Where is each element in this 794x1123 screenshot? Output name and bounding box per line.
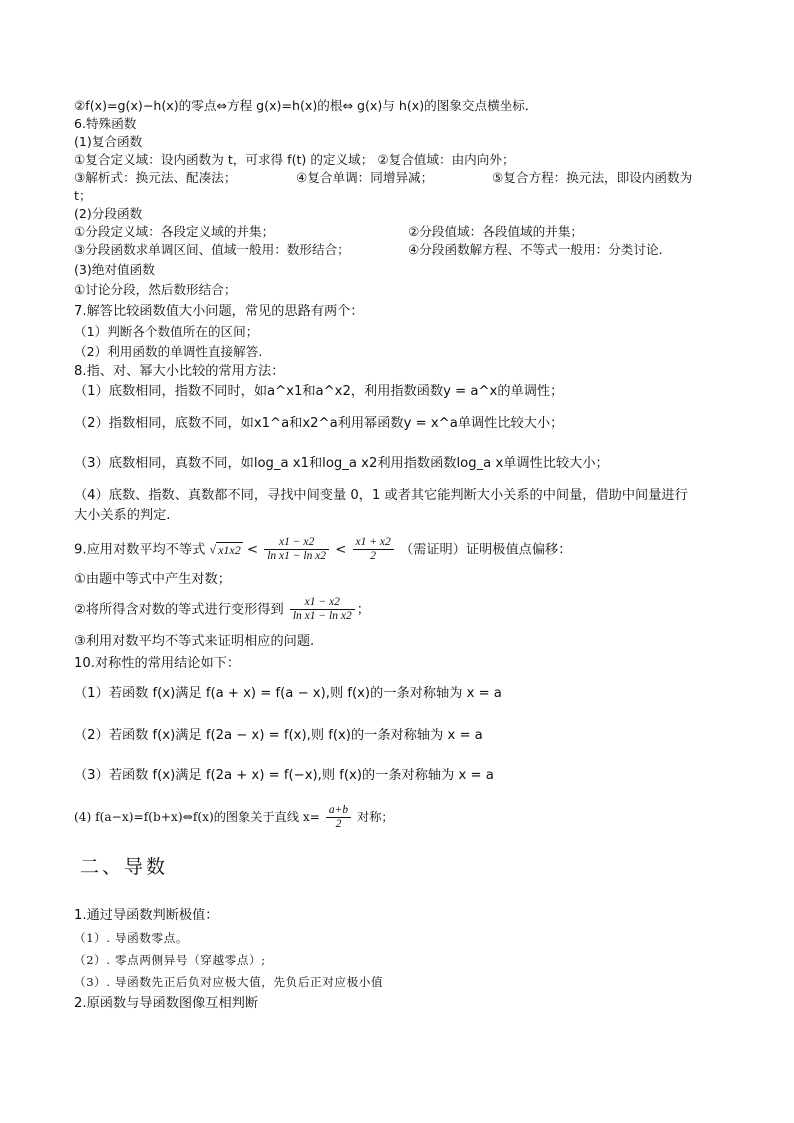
log-mean-inequality-line	[74, 536, 571, 563]
method-intermediate-tail: 大小关系的判定.	[74, 508, 171, 523]
extremum-step-3: （3）. 导函数先正后负对应极大值，先负后正对应极小值	[74, 975, 384, 989]
log-mean-step-1: ①由题中等式中产生对数；	[74, 572, 231, 587]
method-intermediate: （4）底数、指数、真数都不同，寻找中间变量 0，1 或者其它能判断大小关系的中间量，借助中间量进行	[74, 488, 688, 503]
extremum-step-2: （2）. 零点两侧异号（穿越零点）;	[74, 953, 266, 967]
log-mean-step-2-fraction	[290, 596, 355, 623]
piecewise-range: ②分段值域：各段值域的并集；	[408, 224, 584, 239]
lt-sign-1: <	[246, 542, 258, 558]
step2-denominator: ln x1 − ln x2	[292, 610, 352, 622]
composite-equation-tail: t；	[74, 188, 92, 203]
symmetry-case-4-tail: 对称；	[357, 810, 394, 824]
section-compare-values: 7.解答比较函数值大小问题，常见的思路有两个：	[74, 304, 364, 319]
symmetry-case-3: （3）若函数 f(x)满足 f(2a + x) = f(−x),则 f(x)的一条对称轴为 x = a	[74, 768, 494, 783]
symmetry-case-4-text: (4) f(a−x)=f(b+x)⇔f(x)的图象关于直线 x=	[74, 810, 321, 824]
extremum-step-1: （1）. 导函数零点。	[74, 931, 189, 945]
section-symmetry: 10.对称性的常用结论如下：	[74, 656, 241, 671]
symmetry-case-2: （2）若函数 f(x)满足 f(2a − x) = f(x),则 f(x)的一条对称轴为 x = a	[74, 728, 483, 743]
sym-denominator: 2	[335, 818, 342, 830]
composite-domain-range: ①复合定义域：设内函数为 t，可求得 f(t) 的定义域； ②复合值域：由内向外；	[74, 152, 515, 167]
compare-interval: （1）判断各个数值所在的区间；	[74, 324, 259, 339]
symmetry-case-4	[74, 804, 394, 831]
log-mean-numerator: x1 − x2	[264, 536, 329, 550]
subsection-composite: (1)复合函数	[74, 134, 143, 149]
log-mean-denominator: ln x1 − ln x2	[267, 550, 327, 562]
piecewise-domain: ①分段定义域：各段定义域的并集；	[74, 224, 275, 239]
sym-numerator: a+b	[326, 804, 351, 818]
symmetry-axis-fraction	[326, 804, 351, 831]
arith-mean-denominator: 2	[370, 550, 377, 562]
log-mean-outro: （需证明）证明极值点偏移：	[399, 542, 572, 558]
piecewise-equation: ④分段函数解方程、不等式一般用：分类讨论.	[408, 242, 663, 257]
absolute-method: ①讨论分段，然后数形结合；	[74, 282, 237, 297]
composite-equation: ⑤复合方程：换元法，即设内函数为	[492, 170, 693, 185]
zero-point-equivalence: ②f(x)=g(x)−h(x)的零点⇔方程 g(x)=h(x)的根⇔ g(x)与 h(x)的图象交点横坐标．	[74, 98, 538, 113]
log-mean-step-2-text: ②将所得含对数的等式进行变形得到	[74, 602, 284, 618]
step2-numerator: x1 − x2	[290, 596, 355, 610]
symmetry-case-1: （1）若函数 f(x)满足 f(a + x) = f(a − x),则 f(x)的一条对称轴为 x = a	[74, 686, 502, 701]
subsection-piecewise: (2)分段函数	[74, 206, 143, 221]
lt-sign-2: <	[335, 542, 347, 558]
composite-analytic: ③解析式：换元法、配凑法；	[74, 170, 237, 185]
compare-monotone: （2）利用函数的单调性直接解答.	[74, 344, 263, 359]
subsection-absolute: (3)绝对值函数	[74, 262, 155, 277]
piecewise-monotone: ③分段函数求单调区间、值域一般用：数形结合；	[74, 242, 350, 257]
section-special-functions: 6.特殊函数	[74, 116, 137, 131]
chapter-heading-derivative: 二、导数	[80, 856, 169, 878]
log-mean-step-3: ③利用对数平均不等式来证明相应的问题.	[74, 634, 315, 649]
method-same-base: （1）底数相同，指数不同时，如a^x1和a^x2，利用指数函数y = a^x的单调性；	[74, 384, 564, 399]
sqrt-radicand: x1x2	[218, 542, 241, 557]
method-log-same-base: （3）底数相同，真数不同，如log_a x1和log_a x2利用指数函数log_a x单调性比较大小；	[74, 456, 609, 471]
section-exp-log-power: 8.指、对、幂大小比较的常用方法：	[74, 364, 285, 379]
composite-monotone: ④复合单调：同增异减；	[296, 170, 434, 185]
log-mean-step-2: ②将所得含对数的等式进行变形得到 $\frac{x1 - x2}{\text{ln x1 − ln x2}}$ ；	[74, 596, 370, 622]
arith-mean-numerator: x1 + x2	[353, 536, 394, 550]
section-graph-judgment: 2.原函数与导函数图像互相判断	[74, 996, 259, 1011]
log-mean-fraction	[264, 536, 329, 563]
method-same-exponent: （2）指数相同，底数不同，如x1^a和x2^a利用幂函数y = x^a单调性比较大小；	[74, 416, 564, 431]
log-mean-intro: 9.应用对数平均不等式	[74, 542, 206, 558]
geometric-mean: √ x1x2	[209, 542, 241, 557]
arithmetic-mean-fraction	[353, 536, 394, 563]
section-extremum: 1.通过导函数判断极值：	[74, 908, 219, 923]
